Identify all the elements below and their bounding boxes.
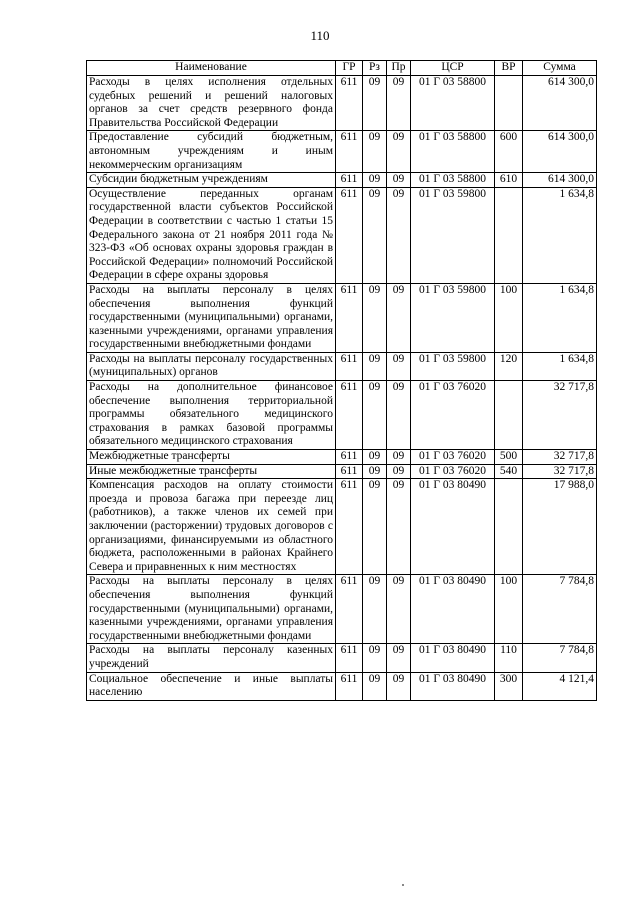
cell-rz: 09 [363, 187, 387, 283]
cell-pr: 09 [387, 644, 411, 672]
cell-csr: 01 Г 03 80490 [411, 575, 495, 644]
cell-sum: 32 717,8 [523, 464, 597, 479]
cell-csr: 01 Г 03 80490 [411, 479, 495, 575]
cell-rz: 09 [363, 283, 387, 352]
cell-vr: 540 [495, 464, 523, 479]
cell-name: Иные межбюджетные трансферты [87, 464, 336, 479]
cell-name: Компенсация расходов на оплату стоимости проезда и провоза багажа при переезде лиц (работников), а также членов их семей при заключении (расторжении) трудовых договоров с организациями, финансируемыми из областного бюджета, расположенными в районах Крайнего Севера и приравненных к ним местностях [87, 479, 336, 575]
budget-table [86, 60, 597, 701]
cell-name: Расходы на выплаты персоналу в целях обеспечения выполнения функций государственными (муниципальными) органами, казенными учреждениями, органами управления государственными внебюджетными фондами [87, 575, 336, 644]
cell-rz: 09 [363, 450, 387, 465]
cell-sum: 7 784,8 [523, 575, 597, 644]
cell-gr: 611 [336, 187, 363, 283]
cell-gr: 611 [336, 672, 363, 700]
table-row [87, 381, 597, 450]
cell-rz: 09 [363, 575, 387, 644]
cell-sum: 1 634,8 [523, 352, 597, 380]
cell-csr: 01 Г 03 58800 [411, 76, 495, 131]
page-number: 110 [310, 28, 330, 43]
cell-csr: 01 Г 03 59800 [411, 352, 495, 380]
table-row [87, 575, 597, 644]
cell-gr: 611 [336, 352, 363, 380]
cell-sum: 614 300,0 [523, 76, 597, 131]
cell-gr: 611 [336, 450, 363, 465]
cell-name: Расходы на выплаты персоналу в целях обеспечения выполнения функций государственными (муниципальными) органами, казенными учреждениями, органами управления государственными внебюджетными фондами [87, 283, 336, 352]
cell-gr: 611 [336, 464, 363, 479]
cell-name: Социальное обеспечение и иные выплаты населению [87, 672, 336, 700]
cell-vr [495, 76, 523, 131]
cell-rz: 09 [363, 381, 387, 450]
cell-gr: 611 [336, 381, 363, 450]
table-row [87, 464, 597, 479]
cell-pr: 09 [387, 381, 411, 450]
cell-csr: 01 Г 03 58800 [411, 173, 495, 188]
table-row [87, 187, 597, 283]
cell-vr: 100 [495, 283, 523, 352]
header-vr: ВР [495, 61, 523, 76]
table-row [87, 352, 597, 380]
cell-csr: 01 Г 03 76020 [411, 381, 495, 450]
cell-sum: 1 634,8 [523, 187, 597, 283]
cell-sum: 614 300,0 [523, 173, 597, 188]
cell-rz: 09 [363, 352, 387, 380]
cell-csr: 01 Г 03 59800 [411, 283, 495, 352]
cell-gr: 611 [336, 479, 363, 575]
cell-vr [495, 381, 523, 450]
header-gr: ГР [336, 61, 363, 76]
header-rz: Рз [363, 61, 387, 76]
cell-sum: 17 988,0 [523, 479, 597, 575]
table-row [87, 672, 597, 700]
header-csr: ЦСР [411, 61, 495, 76]
header-row [87, 61, 597, 76]
cell-pr: 09 [387, 672, 411, 700]
scan-dot [402, 884, 404, 886]
cell-pr: 09 [387, 352, 411, 380]
header-name: Наименование [87, 61, 336, 76]
cell-rz: 09 [363, 644, 387, 672]
header-sum: Сумма [523, 61, 597, 76]
cell-vr: 300 [495, 672, 523, 700]
table-row [87, 479, 597, 575]
table-row [87, 173, 597, 188]
cell-pr: 09 [387, 283, 411, 352]
cell-rz: 09 [363, 76, 387, 131]
cell-vr [495, 479, 523, 575]
table-row [87, 76, 597, 131]
cell-rz: 09 [363, 464, 387, 479]
cell-pr: 09 [387, 173, 411, 188]
cell-gr: 611 [336, 131, 363, 173]
cell-pr: 09 [387, 479, 411, 575]
cell-name: Осуществление переданных органам государственной власти субъектов Российской Федерации в соответствии с частью 1 статьи 15 Федерального закона от 21 ноября 2011 года № 323-ФЗ «Об основах охраны здоровья граждан в Российской Федерации» полномочий Российской Федерации в сфере охраны здоровья [87, 187, 336, 283]
cell-gr: 611 [336, 76, 363, 131]
cell-csr: 01 Г 03 80490 [411, 672, 495, 700]
cell-vr: 600 [495, 131, 523, 173]
cell-name: Расходы на выплаты персоналу казенных учреждений [87, 644, 336, 672]
cell-csr: 01 Г 03 59800 [411, 187, 495, 283]
cell-sum: 32 717,8 [523, 450, 597, 465]
cell-name: Субсидии бюджетным учреждениям [87, 173, 336, 188]
cell-rz: 09 [363, 131, 387, 173]
cell-vr: 500 [495, 450, 523, 465]
cell-vr: 110 [495, 644, 523, 672]
cell-vr: 120 [495, 352, 523, 380]
cell-gr: 611 [336, 173, 363, 188]
cell-pr: 09 [387, 76, 411, 131]
cell-sum: 1 634,8 [523, 283, 597, 352]
cell-vr [495, 187, 523, 283]
cell-sum: 4 121,4 [523, 672, 597, 700]
cell-name: Расходы в целях исполнения отдельных судебных решений и решений налоговых органов за счет средств резервного фонда Правительства Российской Федерации [87, 76, 336, 131]
cell-gr: 611 [336, 644, 363, 672]
cell-name: Межбюджетные трансферты [87, 450, 336, 465]
cell-name: Расходы на дополнительное финансовое обеспечение выполнения территориальной программы обязательного медицинского страхования в рамках базовой программы обязательного медицинского страхования [87, 381, 336, 450]
cell-csr: 01 Г 03 76020 [411, 464, 495, 479]
table-row [87, 450, 597, 465]
cell-rz: 09 [363, 173, 387, 188]
cell-pr: 09 [387, 464, 411, 479]
header-pr: Пр [387, 61, 411, 76]
cell-name: Предоставление субсидий бюджетным, автономным учреждениям и иным некоммерческим организациям [87, 131, 336, 173]
cell-rz: 09 [363, 672, 387, 700]
cell-pr: 09 [387, 187, 411, 283]
table-row [87, 644, 597, 672]
cell-pr: 09 [387, 131, 411, 173]
cell-vr: 610 [495, 173, 523, 188]
cell-gr: 611 [336, 283, 363, 352]
cell-name: Расходы на выплаты персоналу государственных (муниципальных) органов [87, 352, 336, 380]
cell-rz: 09 [363, 479, 387, 575]
cell-pr: 09 [387, 575, 411, 644]
cell-csr: 01 Г 03 58800 [411, 131, 495, 173]
cell-sum: 7 784,8 [523, 644, 597, 672]
cell-csr: 01 Г 03 80490 [411, 644, 495, 672]
cell-gr: 611 [336, 575, 363, 644]
table-row [87, 283, 597, 352]
cell-sum: 32 717,8 [523, 381, 597, 450]
table-row [87, 131, 597, 173]
cell-sum: 614 300,0 [523, 131, 597, 173]
cell-vr: 100 [495, 575, 523, 644]
cell-pr: 09 [387, 450, 411, 465]
cell-csr: 01 Г 03 76020 [411, 450, 495, 465]
